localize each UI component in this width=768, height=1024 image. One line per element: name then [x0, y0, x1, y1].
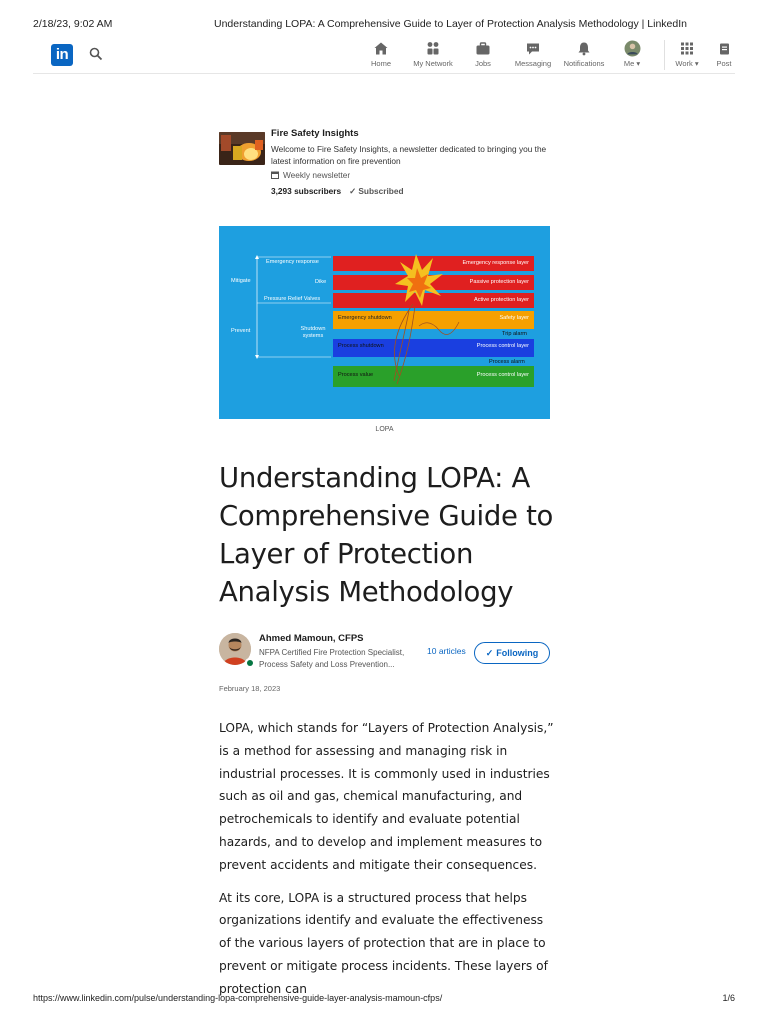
linkedin-logo[interactable]: in [51, 44, 73, 66]
nav-notifications[interactable] [560, 40, 608, 68]
nav-divider [664, 40, 665, 70]
label-process-alarm: Process alarm [489, 359, 525, 365]
author-name[interactable]: Ahmed Mamoun, CFPS [259, 633, 364, 644]
nav-my-network-label: My Network [413, 59, 453, 68]
author-articles-link[interactable]: 10 articles [427, 646, 466, 656]
band-safety-layer: Emergency shutdown Safety layer [333, 311, 534, 329]
lopa-diagram [219, 226, 550, 419]
chevron-down-icon: ▾ [694, 59, 699, 68]
newsletter-name[interactable]: Fire Safety Insights [271, 128, 359, 139]
nav-post[interactable] [713, 40, 735, 68]
search-icon[interactable] [89, 47, 103, 61]
label-dike: Dike [315, 279, 327, 285]
article-paragraph: At its core, LOPA is a structured process that helps organizations identify and evaluate the effectiveness of the various layers of protection that are in place to prevent or mitigate process incidents. These layers of protection can [219, 890, 548, 996]
print-page-number: 1/6 [722, 993, 735, 1003]
nav-jobs[interactable] [469, 40, 497, 68]
avatar-icon [624, 40, 641, 57]
messaging-icon [525, 40, 541, 57]
article-paragraph: LOPA, which stands for “Layers of Protection Analysis,” is a method for assessing and managing risk in industrial processes. It is commonly used in industries such as oil and gas, chemical manufacturing, and petrochemicals to identify and evaluate potential hazards, and to develop and implement measures to prevent accidents and mitigate their consequences. [219, 721, 554, 872]
nav-home-label: Home [370, 59, 391, 68]
bell-icon [576, 40, 592, 57]
newsletter-description: Welcome to Fire Safety Insights, a newsletter dedicated to bringing you the latest information on fire prevention [271, 144, 547, 166]
nav-work-label: Work ▾ [675, 59, 699, 68]
subscribed-button[interactable]: ✓ Subscribed [349, 186, 404, 196]
band-process-control-2: Process value Process control layer [333, 366, 534, 387]
nav-home[interactable] [366, 40, 396, 68]
label-trip-alarm: Trip alarm [502, 331, 527, 337]
nav-jobs-label: Jobs [475, 59, 491, 68]
nav-notifications-label: Notifications [563, 59, 605, 68]
band-active-protection: Active protection layer [333, 293, 534, 308]
label-emergency-response: Emergency response [266, 259, 319, 265]
post-icon [716, 40, 732, 57]
nav-me-label: Me ▾ [623, 59, 641, 68]
subscriber-count[interactable]: 3,293 subscribers [271, 186, 342, 196]
explosion-icon [219, 226, 550, 419]
article-title: Understanding LOPA: A Comprehensive Guide to Layer of Protection Analysis Methodology [219, 462, 554, 608]
network-icon [425, 40, 441, 57]
label-mitigate: Mitigate [231, 278, 251, 284]
print-datetime: 2/18/23, 9:02 AM [33, 18, 113, 30]
home-icon [373, 40, 389, 57]
label-shutdown-systems: Shutdown systems [300, 326, 326, 339]
nav-post-label: Post [716, 59, 732, 68]
newsletter-subscription-row [271, 186, 551, 196]
chevron-down-icon: ▾ [636, 59, 641, 68]
label-pressure-relief: Pressure Relief Valves [264, 296, 321, 302]
band-process-control-1: Process shutdown Process control layer [333, 339, 534, 357]
print-url: https://www.linkedin.com/pulse/understanding-lopa-comprehensive-guide-layer-analysis-mamoun-cfps/ [33, 993, 443, 1003]
nav-me[interactable] [618, 40, 646, 68]
figure-caption: LOPA [375, 426, 394, 433]
nav-messaging[interactable] [511, 40, 555, 68]
author-block [219, 632, 559, 676]
check-icon: ✓ [485, 647, 494, 658]
band-emergency-response: Emergency response layer [333, 256, 534, 271]
newsletter-frequency-label: Weekly newsletter [283, 170, 351, 180]
label-prevent: Prevent [231, 328, 251, 334]
nav-work[interactable] [672, 40, 702, 68]
band-passive-protection: Passive protection layer [333, 275, 534, 290]
newsletter-thumbnail[interactable] [219, 132, 265, 165]
following-button[interactable] [474, 642, 550, 664]
print-page-title: Understanding LOPA: A Comprehensive Guide to Layer of Protection Analysis Methodology | LinkedIn [214, 18, 687, 30]
nav-my-network[interactable] [408, 40, 458, 68]
grid-icon [679, 40, 695, 57]
author-headline: NFPA Certified Fire Protection Specialist, Process Safety and Loss Prevention... [259, 648, 405, 669]
following-label: Following [496, 648, 539, 658]
newsletter-frequency [271, 170, 551, 180]
briefcase-icon [475, 40, 491, 57]
online-status-indicator [245, 658, 254, 667]
publish-date: February 18, 2023 [219, 684, 281, 693]
nav-messaging-label: Messaging [514, 59, 552, 68]
calendar-icon [271, 171, 279, 179]
article-body [219, 717, 554, 1011]
top-nav [33, 38, 735, 74]
check-icon: ✓ [349, 186, 357, 196]
